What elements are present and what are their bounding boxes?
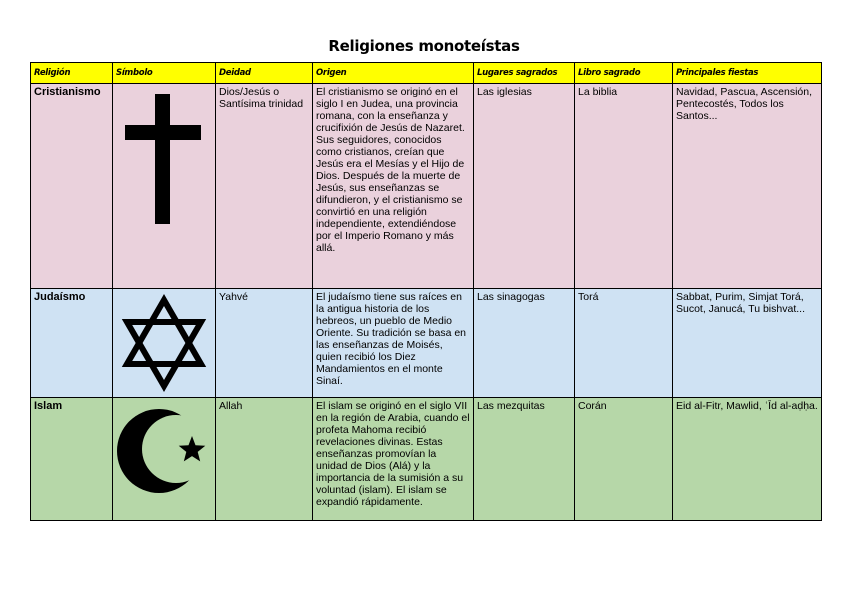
fiestas-cell: Eid al-Fitr, Mawlid, ʿĪd al-aḍḥa. xyxy=(673,398,822,521)
symbol-cell xyxy=(113,84,216,289)
origen-cell: El cristianismo se originó en el siglo I en Judea, una provincia romana, con la enseñanza y crucifixión de Jesús de Nazaret. Sus seguidores, conocidos como cristianos, creían que Jesús era el Mesías y el Hijo de Dios. Después de la muerte de Jesús, sus enseñanzas se difundieron, y el cristianismo se convirtió en una religión independiente, extendiéndose por el Imperio Romano y más allá. xyxy=(313,84,474,289)
header-row xyxy=(31,63,822,84)
religion-cell: Judaísmo xyxy=(31,289,113,398)
table-row xyxy=(31,398,822,521)
header-libro: Libro sagrado xyxy=(575,63,673,84)
religion-cell: Islam xyxy=(31,398,113,521)
crescent-star-icon xyxy=(113,398,216,516)
deidad-cell: Allah xyxy=(216,398,313,521)
libro-cell: La biblia xyxy=(575,84,673,289)
page-title: Religiones monoteístas xyxy=(328,37,520,55)
religions-table xyxy=(30,62,822,521)
libro-cell: Corán xyxy=(575,398,673,521)
header-lugares: Lugares sagrados xyxy=(474,63,575,84)
table-row xyxy=(31,289,822,398)
religion-cell: Cristianismo xyxy=(31,84,113,289)
header-symbol: Símbolo xyxy=(113,63,216,84)
origen-cell: El islam se originó en el siglo VII en la región de Arabia, cuando el profeta Mahoma recibió revelaciones divinas. Estas enseñanzas promovían la unidad de Dios (Alá) y la importancia de la sumisión a su voluntad (islam). El islam se expandió rápidamente. xyxy=(313,398,474,521)
lugares-cell: Las mezquitas xyxy=(474,398,575,521)
table-row xyxy=(31,84,822,289)
fiestas-cell: Sabbat, Purim, Simjat Torá, Sucot, Janucá, Tu bishvat... xyxy=(673,289,822,398)
deidad-cell: Yahvé xyxy=(216,289,313,398)
libro-cell: Torá xyxy=(575,289,673,398)
symbol-cell xyxy=(113,289,216,398)
cross-icon xyxy=(113,84,216,284)
fiestas-cell: Navidad, Pascua, Ascensión, Pentecostés, Todos los Santos... xyxy=(673,84,822,289)
lugares-cell: Las sinagogas xyxy=(474,289,575,398)
header-religion: Religión xyxy=(31,63,113,84)
deidad-cell: Dios/Jesús o Santísima trinidad xyxy=(216,84,313,289)
header-deidad: Deidad xyxy=(216,63,313,84)
origen-cell: El judaísmo tiene sus raíces en la antigua historia de los hebreos, un pueblo de Medio Oriente. Su tradición se basa en las enseñanzas de Moisés, quien recibió los Diez Mandamientos en el monte Sinaí. xyxy=(313,289,474,398)
header-fiestas: Principales fiestas xyxy=(673,63,822,84)
symbol-cell xyxy=(113,398,216,521)
star-of-david-icon xyxy=(113,289,216,393)
lugares-cell: Las iglesias xyxy=(474,84,575,289)
header-origen: Origen xyxy=(313,63,474,84)
